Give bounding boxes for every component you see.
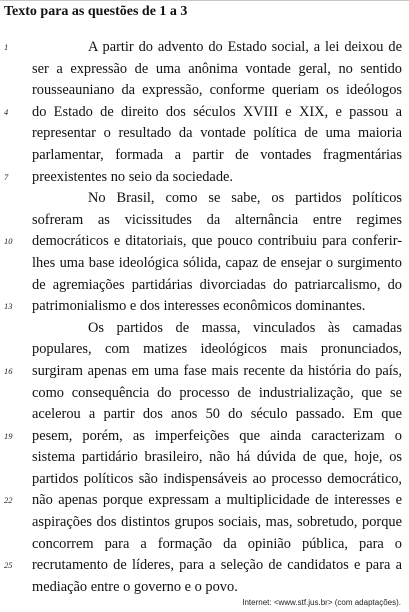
line-text: partidos políticos são indispensáveis ao processo democrático, xyxy=(32,470,402,487)
text-line xyxy=(0,513,409,535)
line-number: 1 xyxy=(4,42,9,52)
line-number: 16 xyxy=(4,365,13,376)
line-text: surgiram apenas em uma fase mais recente da história do país, xyxy=(32,362,402,379)
line-text: populares, com matizes ideológicos mais pronunciados, xyxy=(32,341,402,358)
text-line xyxy=(0,362,409,384)
line-text: sistema partidário brasileiro, não há dúvida de que, hoje, os xyxy=(32,449,402,466)
line-text: mediação entre o governo e o povo. xyxy=(32,578,238,595)
line-text: rousseauniano da expressão, conforme queriam os ideólogos xyxy=(32,82,402,99)
line-text: recrutamento de líderes, para a seleção de candidatos e para a xyxy=(32,557,402,574)
text-line xyxy=(0,211,409,233)
line-text: como consequência do processo de industrialização, que se xyxy=(32,384,402,401)
text-line xyxy=(0,103,409,125)
text-line xyxy=(0,124,409,146)
line-number: 13 xyxy=(4,301,13,312)
line-text: do Estado de direito dos séculos XVIII e XIX, e passou a xyxy=(32,103,402,120)
text-line xyxy=(0,297,409,319)
text-line xyxy=(0,340,409,362)
line-text: preexistentes no seio da sociedade. xyxy=(32,168,233,185)
text-line xyxy=(0,535,409,557)
line-text: No Brasil, como se sabe, os partidos políticos xyxy=(88,190,402,207)
text-line xyxy=(0,405,409,427)
text-body xyxy=(0,38,409,599)
line-text: de agremiações partidárias divorciadas do patriarcalismo, do xyxy=(32,276,402,293)
text-line xyxy=(0,427,409,449)
line-text: democráticos e ditatoriais, que pouco contribuiu para conferir- xyxy=(32,233,402,250)
line-text: sofreram as vicissitudes da alternância entre regimes xyxy=(32,211,402,228)
text-line xyxy=(0,384,409,406)
line-number: 7 xyxy=(4,171,9,182)
text-line xyxy=(0,168,409,190)
section-title: Texto para as questões de 1 a 3 xyxy=(4,4,188,19)
line-text: patrimonialismo e dos interesses econômicos dominantes. xyxy=(32,298,366,315)
line-number: 22 xyxy=(4,495,13,506)
line-text: pesem, porém, as imperfeições que ainda caracterizam o xyxy=(32,427,402,444)
text-line xyxy=(0,276,409,298)
text-line xyxy=(0,81,409,103)
text-line xyxy=(0,232,409,254)
line-number: 25 xyxy=(4,560,13,571)
line-text: ser a expressão de uma anônima vontade geral, no sentido xyxy=(32,60,402,77)
line-text: parlamentar, formada a partir de vontades fragmentárias xyxy=(32,146,402,163)
line-text: acelerou a partir dos anos 50 do século passado. Em que xyxy=(32,406,402,423)
text-line xyxy=(0,38,409,60)
line-number: 10 xyxy=(4,236,13,247)
text-line xyxy=(0,146,409,168)
text-line xyxy=(0,60,409,82)
text-line xyxy=(0,578,409,600)
line-text: aspirações dos distintos grupos sociais, mas, sobretudo, porque xyxy=(32,514,402,531)
line-text: representar o resultado da vontade política de uma maioria xyxy=(32,125,402,142)
text-line xyxy=(0,189,409,211)
text-line xyxy=(0,491,409,513)
line-number: 4 xyxy=(4,106,9,117)
line-text: Os partidos de massa, vinculados às camadas xyxy=(88,319,402,336)
text-line xyxy=(0,448,409,470)
line-text: concorrem para a formação da opinião pública, para o xyxy=(32,535,402,552)
source-citation: Internet: <www.stf.jus.br> (com adaptações). xyxy=(242,598,401,607)
text-line xyxy=(0,556,409,578)
text-line xyxy=(0,254,409,276)
text-line xyxy=(0,470,409,492)
text-line xyxy=(0,319,409,341)
line-number: 19 xyxy=(4,430,13,441)
line-text: lhes uma base ideológica sólida, capaz de ensejar o surgimento xyxy=(32,254,402,271)
line-text: não apenas porque expressam a multiplicidade de interesses e xyxy=(32,492,402,509)
line-text: A partir do advento do Estado social, a lei deixou de xyxy=(88,39,402,55)
